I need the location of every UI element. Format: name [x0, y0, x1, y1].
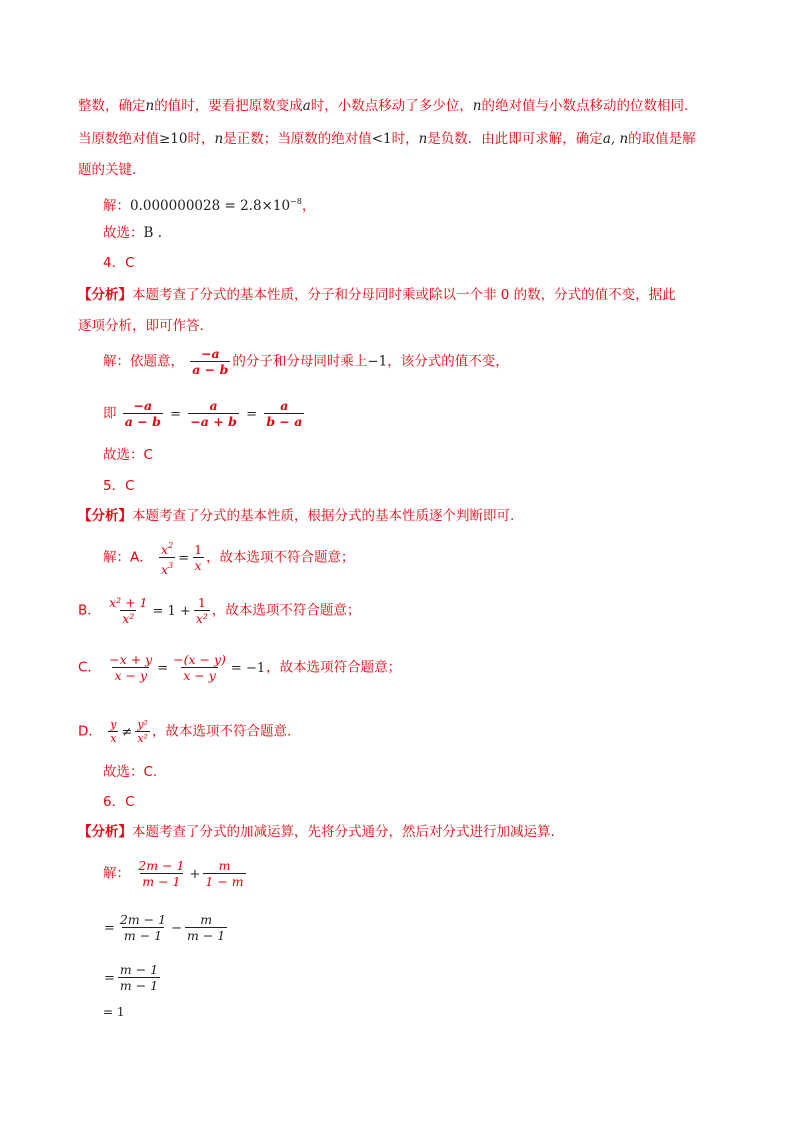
equals: = — [170, 406, 182, 422]
denominator: x − y — [114, 668, 148, 683]
math-n: n — [418, 131, 428, 147]
answer-value: B . — [143, 225, 163, 241]
fraction — [185, 912, 227, 943]
numerator: 1 — [194, 542, 203, 557]
fraction — [171, 652, 228, 683]
fraction — [135, 718, 150, 745]
equals-neg-one: = −1 — [230, 660, 266, 676]
text: 整数，确定 — [78, 98, 146, 114]
option-label: B． — [78, 602, 101, 619]
math-lt1: <1 — [371, 131, 392, 147]
plus: + — [189, 866, 201, 882]
q5-analysis — [78, 506, 514, 526]
q6-step-1 — [103, 858, 248, 889]
text: 的绝对值与小数点移动的位数相同. — [481, 98, 689, 114]
fraction — [190, 346, 230, 377]
text: 本题考查了分式的加减运算，先将分式通分，然后对分式进行加减运算. — [132, 824, 555, 840]
text: ，故本选项符合题意； — [266, 659, 402, 676]
numerator: m − 1 — [119, 962, 159, 977]
q5-option-b — [78, 595, 360, 626]
math-exponent: −8 — [290, 197, 302, 206]
q4-solution-line — [103, 346, 509, 377]
option-label: D． — [78, 723, 102, 740]
denominator: a − b — [192, 362, 229, 377]
analysis-line-2 — [78, 129, 696, 149]
denominator: m − 1 — [119, 978, 159, 993]
solution-label: 解：依题意， — [103, 353, 184, 370]
denominator: −a + b — [190, 414, 237, 429]
answer-3 — [103, 223, 162, 243]
denominator: x² — [195, 611, 208, 626]
text: 时， — [187, 131, 215, 147]
answer: 故选：C. — [103, 764, 158, 780]
result: = 1 — [103, 1005, 125, 1019]
text: 即 — [103, 405, 117, 422]
text: ， — [301, 198, 316, 214]
text: 逐项分析，即可作答. — [78, 318, 204, 334]
q6-step-4 — [103, 1002, 125, 1022]
fraction — [107, 652, 154, 683]
fraction — [203, 858, 245, 889]
text: 的分子和分母同时乘上 — [232, 353, 368, 370]
numerator: m — [218, 858, 231, 873]
equals: = — [104, 920, 115, 936]
numerator: a — [209, 398, 218, 413]
base: x — [161, 542, 169, 557]
fraction — [194, 595, 210, 626]
exponent: 2 — [168, 541, 174, 550]
denominator: x — [194, 558, 202, 573]
denominator: x − y — [183, 668, 216, 683]
question-5-number — [103, 476, 135, 496]
q4-analysis-line-1 — [78, 285, 676, 305]
text: ，故本选项不符合题意. — [151, 723, 292, 740]
exponent: 3 — [168, 561, 174, 570]
denominator — [159, 557, 175, 577]
math-n: n — [214, 131, 224, 147]
equals: = — [104, 970, 115, 986]
answer-4 — [103, 445, 153, 465]
text: 本题考查了分式的基本性质，分子和分母同时乘或除以一个非 0 的数，分式的值不变，据此 — [132, 287, 676, 303]
math-expression: 0.000000028 = 2.8×10 — [130, 198, 291, 214]
q6-step-3 — [103, 962, 162, 993]
numerator: 1 — [197, 595, 206, 610]
q6-step-2 — [103, 912, 229, 943]
numerator: 2m − 1 — [119, 912, 167, 927]
equals: = — [178, 550, 190, 566]
q5-option-a — [103, 538, 355, 577]
q5-option-c — [78, 652, 401, 683]
equals-one-plus: = 1 + — [152, 603, 191, 619]
text: 的取值是解 — [628, 131, 696, 147]
denominator: m − 1 — [187, 928, 226, 943]
numerator: m — [200, 912, 213, 927]
fraction — [118, 962, 160, 993]
text: 时， — [391, 131, 419, 147]
q5-option-d — [78, 718, 291, 745]
solution-label: 解： — [103, 865, 130, 882]
text: ，故本选项不符合题意； — [211, 602, 361, 619]
numerator: −a — [133, 398, 153, 413]
numerator: −a — [201, 346, 220, 361]
analysis-line-1 — [78, 96, 688, 116]
denominator: m − 1 — [123, 928, 163, 943]
question-number: 6．C — [103, 794, 135, 810]
base: x — [161, 562, 169, 577]
numerator: x² + 1 — [109, 595, 148, 610]
text: 是负数．由此即可求解，确定 — [427, 131, 603, 147]
text: 题的关键. — [78, 162, 137, 178]
math-a: a — [302, 98, 311, 114]
solution-label: 解： — [103, 198, 130, 214]
math-neg1: −1 — [367, 353, 388, 370]
question-number: 5．C — [103, 478, 135, 494]
numerator: −x + y — [109, 652, 153, 667]
fraction — [188, 398, 239, 429]
solution-3-line — [103, 192, 315, 216]
text: 是正数；当原数的绝对值 — [223, 131, 372, 147]
option-label: C． — [78, 659, 101, 676]
q4-analysis-line-2 — [78, 316, 204, 336]
numerator — [159, 538, 175, 557]
text: ，故本选项不符合题意； — [206, 549, 355, 566]
numerator: −(x − y) — [173, 652, 226, 667]
option-label: 解：A． — [103, 549, 153, 566]
fraction — [264, 398, 304, 429]
analysis-tag: 【分析】 — [78, 287, 132, 303]
fraction — [159, 538, 175, 577]
denominator: x — [110, 732, 117, 745]
denominator: m − 1 — [142, 874, 181, 889]
question-number: 4．C — [103, 255, 135, 271]
answer-5 — [103, 762, 157, 782]
question-6-number — [103, 792, 135, 812]
minus: − — [171, 920, 182, 936]
text: 本题考查了分式的基本性质，根据分式的基本性质逐个判断即可. — [132, 508, 515, 524]
fraction — [136, 858, 186, 889]
fraction — [108, 718, 118, 745]
text: 时，小数点移动了多少位， — [310, 98, 473, 114]
equals: = — [157, 660, 169, 676]
math-a-n: a, n — [602, 131, 629, 147]
answer-label: 故选： — [103, 225, 144, 241]
numerator: y — [110, 718, 117, 731]
fraction — [118, 912, 168, 943]
not-equal: ≠ — [121, 724, 133, 740]
q6-analysis — [78, 822, 555, 842]
text: ，该分式的值不变， — [387, 353, 509, 370]
denominator: x² — [122, 611, 135, 626]
math-ge10: ≥10 — [159, 131, 188, 147]
denominator: 1 − m — [205, 874, 244, 889]
denominator: x² — [137, 732, 148, 745]
equals: = — [246, 406, 258, 422]
math-n: n — [145, 98, 155, 114]
analysis-tag: 【分析】 — [78, 824, 132, 840]
fraction — [192, 542, 204, 573]
question-4-number — [103, 253, 135, 273]
analysis-line-3 — [78, 160, 136, 180]
denominator: a − b — [124, 414, 161, 429]
math-n: n — [472, 98, 482, 114]
denominator: b − a — [266, 414, 303, 429]
fraction — [123, 398, 163, 429]
numerator: a — [280, 398, 289, 413]
analysis-tag: 【分析】 — [78, 508, 132, 524]
text: 的值时，要看把原数变成 — [154, 98, 303, 114]
numerator: y² — [137, 718, 148, 731]
answer: 故选：C — [103, 447, 153, 463]
q4-equation — [103, 398, 306, 429]
text: 当原数绝对值 — [78, 131, 159, 147]
numerator: 2m − 1 — [138, 858, 185, 873]
fraction — [107, 595, 149, 626]
